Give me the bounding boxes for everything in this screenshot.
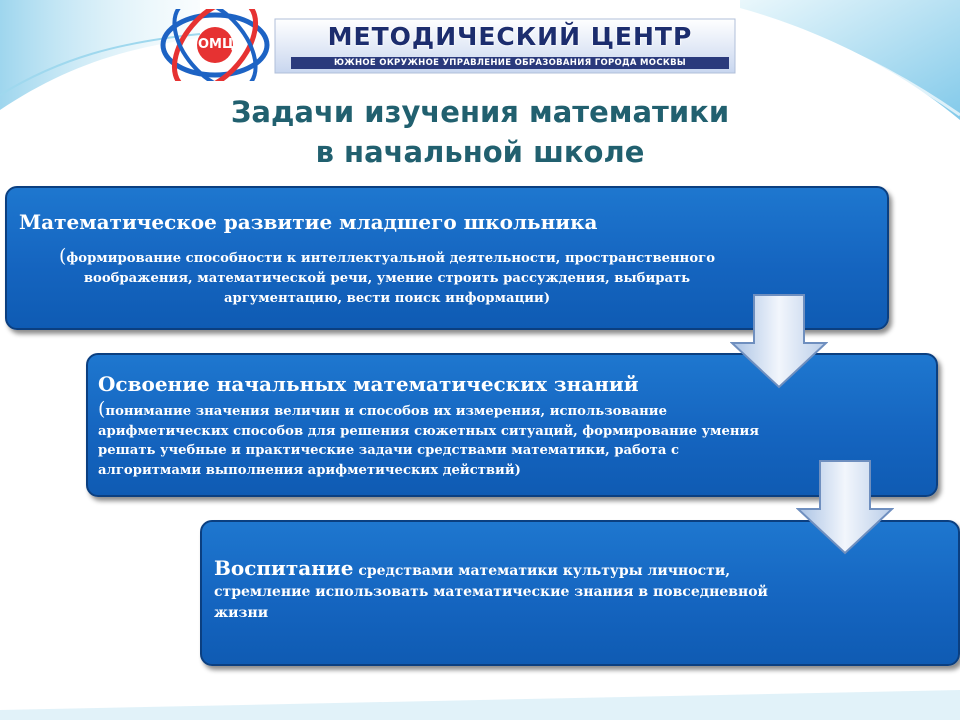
logo-title: МЕТОДИЧЕСКИЙ ЦЕНТР bbox=[327, 22, 693, 51]
task-card-1-text: формирование способности к интеллектуальной деятельности, пространственного воображения, математической речи, умение строить рассуждения, выбирать аргументацию, вести поиск информации) bbox=[66, 251, 716, 306]
task-card-1-heading: Математическое развитие младшего школьника bbox=[19, 210, 598, 234]
down-arrow-icon bbox=[796, 459, 894, 555]
task-card-3-text bbox=[214, 558, 794, 624]
task-card-1-body bbox=[57, 246, 717, 309]
page-title-line1: Задачи изучения математики bbox=[230, 95, 730, 129]
down-arrow-icon bbox=[730, 293, 828, 389]
task-card-3-heading: Воспитание bbox=[214, 556, 354, 580]
page-title-line2: в начальной школе bbox=[315, 135, 645, 169]
logo-banner bbox=[155, 17, 737, 75]
task-card-3-body: средствами математики культуры личности, стремление использовать математические знания в повседневной жизни bbox=[214, 563, 768, 621]
logo-subtitle: ЮЖНОЕ ОКРУЖНОЕ УПРАВЛЕНИЕ ОБРАЗОВАНИЯ ГОРОДА МОСКВЫ bbox=[291, 57, 729, 69]
task-card-2-text: понимание значения величин и способов их измерения, использование арифметических способов для решения сюжетных ситуаций, формирование умения решать учебные и практические задачи средствами математики, работа с алгоритмами выполнения арифметических действий) bbox=[98, 404, 760, 478]
page-title bbox=[140, 92, 820, 172]
task-card-2-heading: Освоение начальных математических знаний bbox=[98, 372, 639, 396]
task-card-2-paren: ( bbox=[98, 398, 106, 420]
task-card-1-paren: ( bbox=[58, 245, 67, 267]
logo-emblem-text: ОМЦ bbox=[197, 37, 235, 52]
task-card-2-body bbox=[98, 400, 778, 480]
